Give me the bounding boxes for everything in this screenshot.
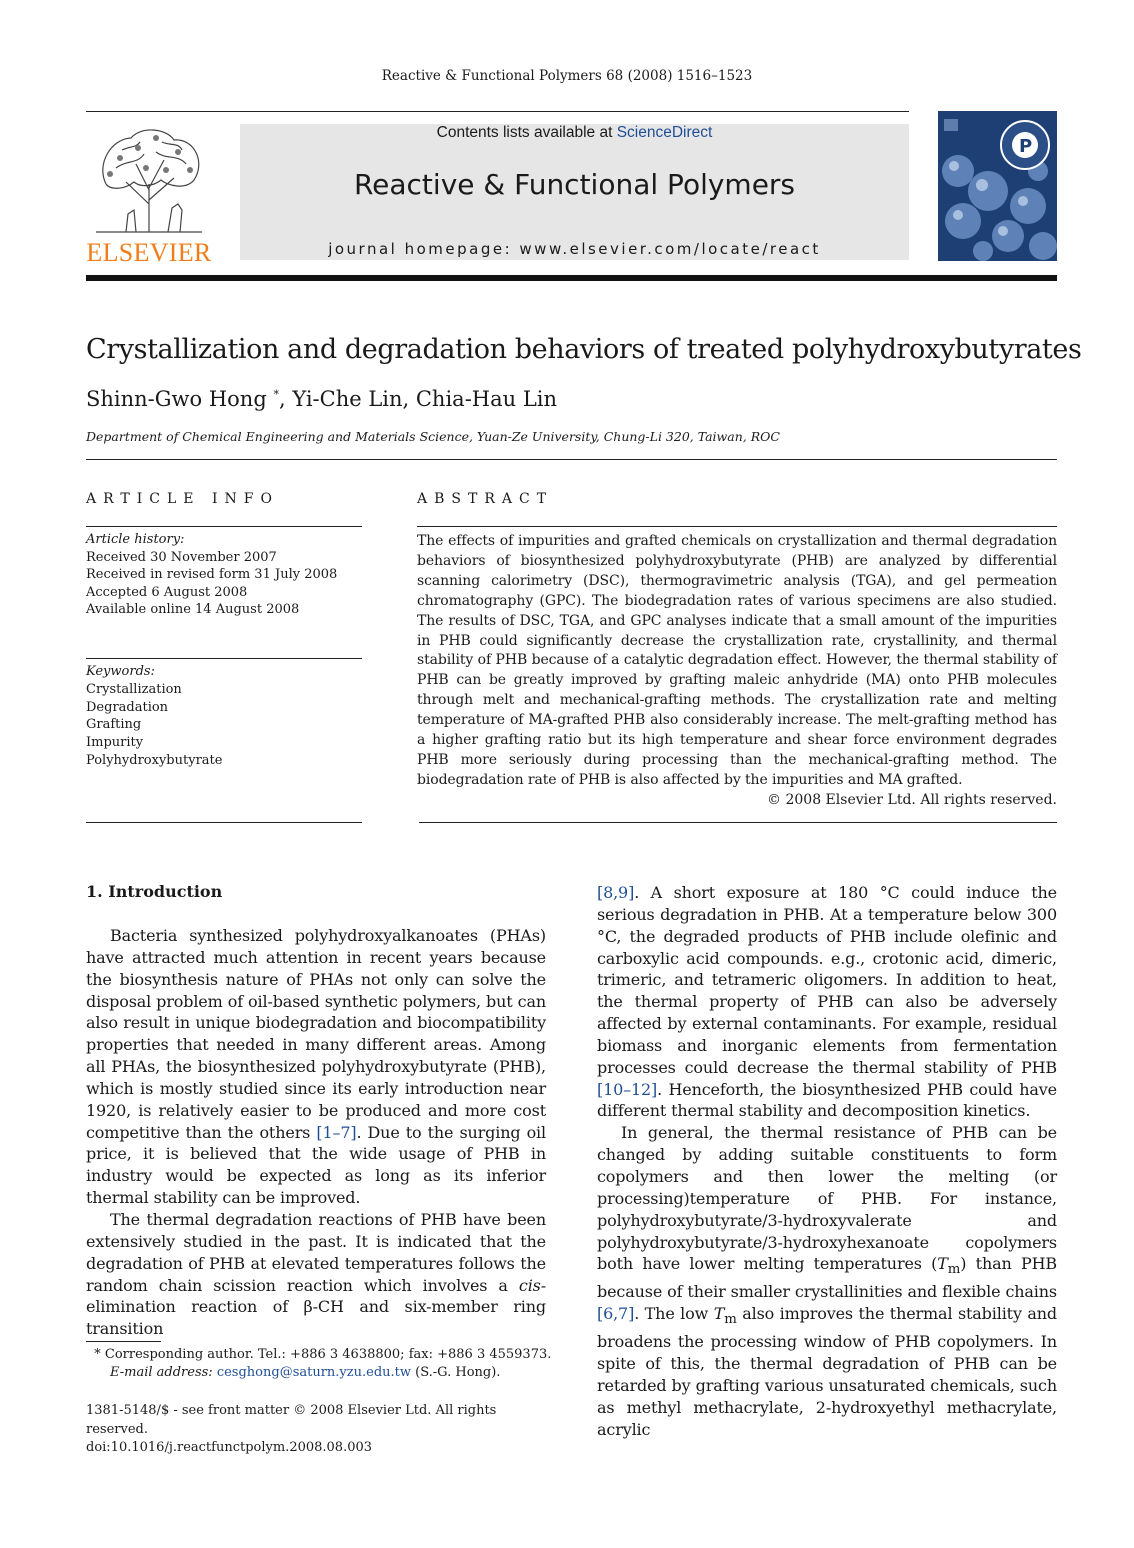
keyword-item: Degradation: [86, 699, 169, 715]
history-accepted: Accepted 6 August 2008: [86, 584, 248, 600]
corresponding-marker[interactable]: *: [273, 388, 279, 401]
abstract-heading: ABSTRACT: [417, 491, 554, 507]
svg-text:P: P: [1019, 136, 1033, 157]
elsevier-wordmark: ELSEVIER: [86, 238, 212, 267]
keyword-item: Crystallization: [86, 681, 182, 697]
author-list: [86, 387, 557, 411]
abstract-text: The effects of impurities and grafted chemicals on crystallization and thermal degradation behaviors of biosynthesized polyhydroxybutyrate (PHB) are analyzed by differential scanning calorimetry (DSC), thermogravimetric analysis (TGA), and gel permeation chromatography (GPC). The biodegradation rates of various specimens are also studied. The results of DSC, TGA, and GPC analyses indicate that a small amount of the impurities in PHB could significantly decrease the crystallization rate, crystallinity, and thermal stability of PHB because of a catalytic degradation effect. However, the thermal stability of PHB can be greatly improved by grafting maleic anhydride (MA) onto PHB molecules through melt and mechanical-grafting methods. The crystallization rate and melting temperature of MA-grafted PHB also considerably increase. The melt-grafting method has a higher grafting ratio but its high temperature and shear force environment degrades PHB more seriously during processing than the mechanical-grafting method. The biodegradation rate of PHB is also affected by the impurities and MA grafted.: [417, 533, 1057, 788]
paragraph-text: . Due to the surging oil price, it is believed that the wide usage of PHB in industry would be expected as long as its inferior thermal stability can be improved.: [86, 1122, 546, 1208]
intro-paragraph-1: [86, 925, 546, 1209]
history-label: Article history:: [86, 532, 185, 547]
history-revised: Received in revised form 31 July 2008: [86, 567, 338, 583]
paragraph-text: -elimination reaction of β-CH and six-member ring transition: [86, 1275, 546, 1339]
contents-line: [240, 124, 909, 142]
abstract-bottom-rule: [419, 822, 1057, 823]
citation-link[interactable]: [8,9]: [597, 883, 635, 902]
affiliation: Department of Chemical Engineering and Materials Science, Yuan-Ze University, Chung-Li 320, Taiwan, ROC: [86, 429, 780, 444]
footnote-rule: [86, 1341, 161, 1342]
front-matter: [86, 1402, 556, 1458]
paragraph-text: ) than PHB because of their smaller crystallinities and flexible chains: [597, 1254, 1057, 1302]
paragraph-text: also improves the thermal stability and broadens the processing window of PHB copolymers. In spite of this, the thermal degradation of PHB can be retarded by grafting various unsaturated chemicals, such as methyl methacrylate, 2-hydroxyethyl methacrylate, acrylic: [597, 1304, 1057, 1439]
paragraph-text: . Henceforth, the biosynthesized PHB could have different thermal stability and decomposition kinetics.: [597, 1079, 1057, 1121]
email-label: E-mail address:: [110, 1365, 213, 1380]
section-heading-introduction: 1. Introduction: [86, 882, 223, 901]
body-column-right: [597, 882, 1057, 1440]
doi-line[interactable]: doi:10.1016/j.reactfunctpolym.2008.08.003: [86, 1440, 373, 1455]
citation-link[interactable]: [1–7]: [316, 1122, 357, 1142]
italic-term: cis: [518, 1275, 541, 1295]
email-link[interactable]: cesghong@saturn.yzu.edu.tw: [216, 1365, 411, 1380]
corresponding-author-note: [86, 1346, 556, 1364]
symbol-t: T: [713, 1304, 725, 1324]
intro-paragraph-2-continued: [597, 882, 1057, 1122]
intro-paragraph-3: [597, 1122, 1057, 1440]
journal-homepage[interactable]: journal homepage: www.elsevier.com/locate/react: [328, 240, 821, 258]
paragraph-text: The thermal degradation reactions of PHB have been extensively studied in the past. It is indicated that the degradation of PHB at elevated temperatures follows the random chain scission reaction which involves a: [86, 1209, 546, 1295]
keyword-item: Grafting: [86, 717, 142, 733]
article-info-bottom-rule: [86, 822, 362, 823]
history-online: Available online 14 August 2008: [86, 602, 300, 618]
symbol-subscript: m: [947, 1262, 961, 1278]
keywords-rule: [86, 658, 362, 659]
symbol-subscript: m: [724, 1312, 737, 1328]
journal-cover-image: [938, 111, 1057, 261]
article-title: Crystallization and degradation behaviors of treated polyhydroxybutyrates: [86, 334, 1082, 365]
keyword-item: Polyhydroxybutyrate: [86, 752, 223, 768]
article-info-rule: [86, 526, 362, 527]
body-column-left: [86, 925, 546, 1340]
paragraph-text: . The low: [634, 1304, 714, 1324]
paragraph-text: In general, the thermal resistance of PHB can be changed by adding suitable constituents to form copolymers and then lower the melting (or processing)temperature of PHB. For instance, polyhydroxybutyrate/3-hydroxyvalerate and polyhydroxybutyrate/3-hydroxyhexanoate copolymers both have lower melting temperatures (: [597, 1123, 1057, 1274]
sciencedirect-link[interactable]: ScienceDirect: [616, 124, 713, 141]
title-block-rule: [86, 459, 1057, 460]
email-suffix: (S.-G. Hong).: [411, 1365, 501, 1380]
keyword-item: Impurity: [86, 735, 144, 751]
article-history: [86, 531, 362, 619]
journal-citation: Reactive & Functional Polymers 68 (2008) 1516–1523: [381, 68, 753, 84]
keywords: [86, 663, 362, 770]
symbol-t: T: [937, 1254, 948, 1274]
footnote-text: Corresponding author. Tel.: +886 3 4638800; fax: +886 3 4559373.: [100, 1347, 552, 1362]
header-thick-rule: [86, 275, 1057, 281]
footnote-marker: *: [94, 1347, 101, 1362]
co-authors: , Yi-Che Lin, Chia-Hau Lin: [278, 387, 558, 411]
citation-link[interactable]: [10–12]: [597, 1079, 658, 1099]
paragraph-text: Bacteria synthesized polyhydroxyalkanoates (PHAs) have attracted much attention in recent years because the biosynthesis nature of PHAs not only can solve the disposal problem of oil-based synthetic polymers, but can also result in unique biodegradation and biocompatibility properties that needed in many different areas. Among all PHAs, the biosynthesized polyhydroxybutyrate (PHB), which is mostly studied since its early introduction near 1920, is relatively easier to be produced and more cost competitive than the others: [86, 926, 546, 1142]
header-top-rule: [86, 111, 909, 112]
citation-link[interactable]: [6,7]: [597, 1304, 635, 1324]
journal-title: Reactive & Functional Polymers: [353, 168, 796, 201]
abstract-rule: [417, 526, 1057, 527]
email-note: [86, 1364, 556, 1382]
first-author[interactable]: Shinn-Gwo Hong: [86, 387, 267, 411]
issn-line: 1381-5148/$ - see front matter © 2008 Elsevier Ltd. All rights reserved.: [86, 1403, 497, 1437]
intro-paragraph-2: [86, 1209, 546, 1340]
footnote: [86, 1346, 556, 1382]
history-received: Received 30 November 2007: [86, 549, 277, 565]
article-info-heading: ARTICLE INFO: [86, 491, 279, 507]
contents-prefix: Contents lists available at: [436, 124, 617, 141]
paragraph-text: . A short exposure at 180 °C could induce the serious degradation in PHB. At a temperature below 300 °C, the degraded products of PHB include olefinic and carboxylic acid compounds. e.g., crotonic acid, dimeric, trimeric, and tetrameric oligomers. In addition to heat, the thermal property of PHB can also be adversely affected by external contaminants. For example, residual biomass and inorganic elements from fermentation processes could decrease the thermal stability of PHB: [597, 883, 1057, 1077]
keywords-label: Keywords:: [86, 664, 155, 679]
abstract-copyright: © 2008 Elsevier Ltd. All rights reserved.: [767, 792, 1057, 808]
